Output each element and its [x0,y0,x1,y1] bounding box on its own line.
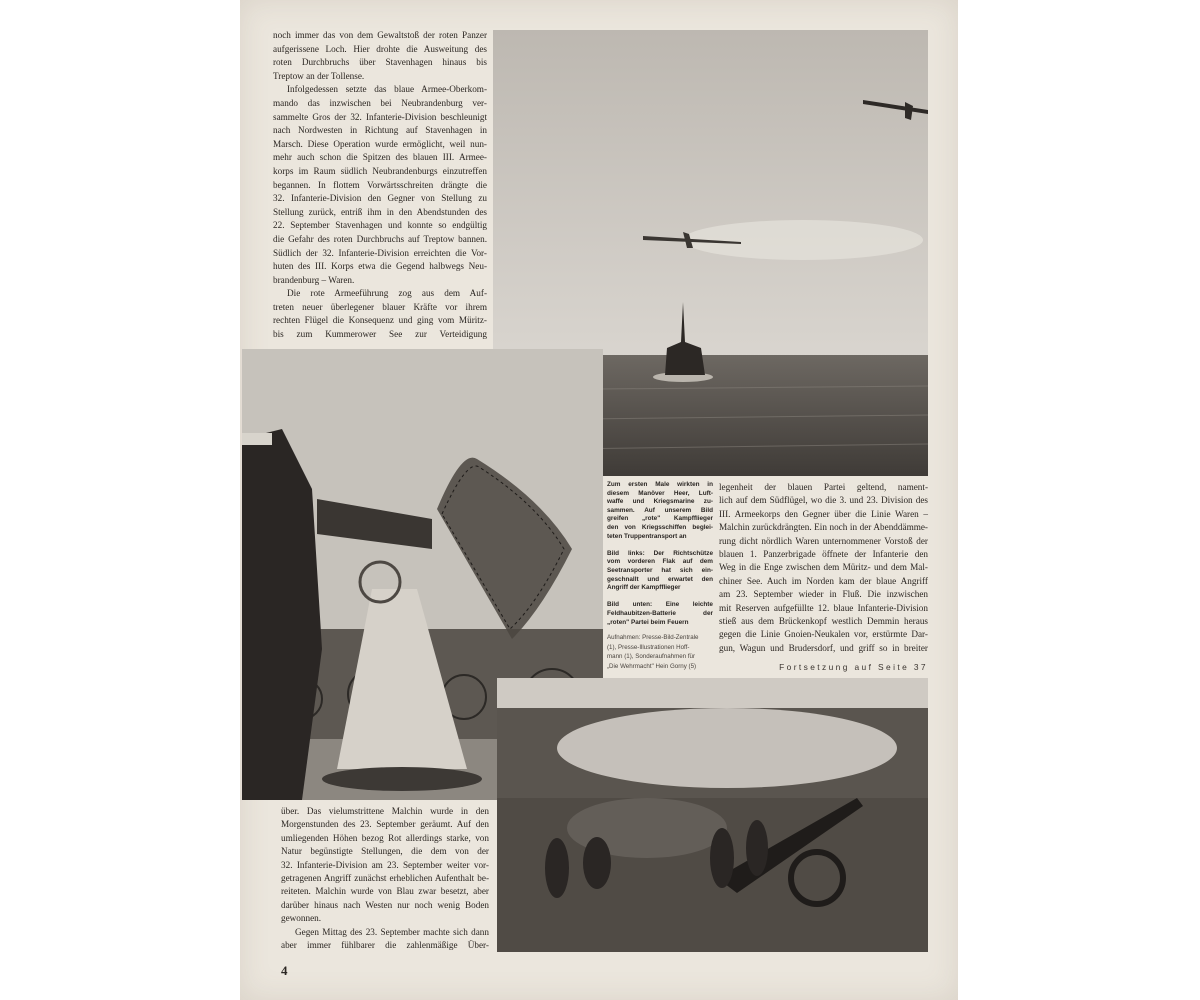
text-line: Morgenstunden des 23. September geräumt. Auf den [281,819,489,830]
text-line: 32. Infanterie-Division am 23. September weiter vor- [281,859,489,870]
continuation-note: Fortsetzung auf Seite 37 [779,662,928,672]
text-line: nach Nordwesten in Richtung auf Stavenhagen in [273,125,487,136]
text-line: noch immer das von dem Gewaltstoß der roten Panzer [273,30,487,40]
text-line: stieß aus dem Brückenkopf westlich Demmin heraus [719,615,928,626]
text-line: über. Das vielumstrittene Malchin wurde in den [281,806,489,816]
text-line: 22. September Stavenhagen und konnte so endgültig [273,220,487,231]
text-line: mit Reserven aufgefüllte 12. blaue Infanterie-Division [719,602,928,613]
caption-line: Feldhaubitzen-Batterie der [607,609,713,617]
photo-caption [607,481,713,671]
text-line: Die rote Armeeführung zog aus dem Auf- [287,288,487,299]
caption-line: sammen. Auf unserem Bild [607,506,713,514]
page-number: 4 [281,963,288,978]
text-line: Natur begünstigte Stellungen, die dem von der [281,846,489,857]
text-line: umliegenden Höhen bezog Rot allerdings starke, von [281,832,489,843]
caption-line: Bild unten: Eine leichte [607,601,713,609]
text-line: mando das inzwischen bei Neubrandenburg ver- [273,97,487,108]
caption-line: Seetransporter hat sich ein- [607,566,713,574]
text-line: Marsch. Diese Operation wurde ermöglicht, weil nun- [273,138,487,149]
text-line: lich auf dem Südflügel, wo die 3. und 23. Division des [719,495,928,506]
caption-line: waffe und Kriegsmarine zu- [607,498,713,506]
text-line: Gegen Mittag des 23. September machte sich dann [295,926,489,937]
text-column-bottom-left [281,805,489,952]
text-line: Südlich der 32. Infanterie-Division erreichten die Vor- [273,247,487,258]
text-line: rechten Flügel die Konsequenz und ging vom Müritz- [273,315,487,326]
text-line: Malchin zurückdrängten. Ein noch in der Abenddämme- [719,522,928,533]
text-line: rung dicht nördlich Waren unternommener Vorstoß der [719,535,928,546]
text-line: chiner See. Auch im Norden kam der blaue Angriff [719,575,928,586]
text-line: gun, Wagun und Brudersdorf, und griff so in breiter [719,642,928,653]
photo-credit-line: „Die Wehrmacht" Hein Gorny (5) [607,662,697,670]
text-line: mehr auch schon die Spitzen des blauen III. Armee- [273,152,487,163]
text-line: 32. Infanterie-Division den Gegner von Stellung zu [273,193,487,204]
caption-line: teten Truppentransport an [607,532,687,540]
photo-credit-line: Aufnahmen: Presse-Bild-Zentrale [607,634,699,642]
text-line: Infolgedessen setzte das blaue Armee-Oberkom- [287,84,487,95]
text-line: Treptow an der Tollense. [273,70,365,81]
text-line: Weg in die Enge zwischen dem Müritz- und dem Mal- [719,562,928,573]
text-column-top-left [273,29,487,342]
text-line: reiteten. Malchin wurde von Blau zwar besetzt, aber [281,886,489,897]
text-column-right [719,481,928,655]
text-line: die Gefahr des roten Durchbruchs auf Treptow bannen. [273,233,487,244]
text-line: getragenen Angriff zunächst erheblichen Aufenthalt be- [281,872,489,883]
text-line: gewonnen. [281,913,322,924]
text-line: bis zum Kummerower See zur Verteidigung [273,329,487,340]
text-line: am 23. September wieder in Fluß. Die inzwischen [719,589,928,600]
caption-line [607,593,713,602]
caption-line: Zum ersten Male wirkten in [607,481,713,488]
text-line: brandenburg – Waren. [273,274,355,285]
text-line: aber immer fühlbarer die zahlenmäßige Über- [281,939,489,950]
text-line: huten des III. Korps etwa die Gegend halbwegs Neu- [273,261,487,272]
caption-line: vom vorderen Flak auf dem [607,558,713,566]
text-line: legenheit der blauen Partei geltend, nament- [719,482,928,492]
text-line: treten neuer überlegener blauer Kräfte vor ihrem [273,301,487,312]
caption-line: geschnallt und erwartet den [607,575,713,583]
text-line: sammelte Gros der 32. Infanterie-Division beschleunigt [273,111,487,122]
text-line: Stellung zurück, entriß ihm in den Abendstunden des [273,206,487,217]
photo-credit-line: (1), Presse-Illustrationen Hoff- [607,643,690,651]
text-line: blauen 1. Panzerbrigade öffnete der Infanterie den [719,548,928,559]
caption-line: „roten" Partei beim Feuern [607,618,689,626]
text-line: korps im Raum südlich Neubrandenburgs einzutreffen [273,165,487,176]
text-line: darüber hinaus nach Westen nur noch wenig Boden [281,899,489,910]
text-line: gegen die Linie Gnoien-Neukalen vor, erstürmte Dar- [719,629,928,640]
caption-line: greifen „rote" Kampfflieger [607,515,713,523]
caption-line: Bild links: Der Richtschütze [607,549,713,557]
caption-line [607,541,713,550]
text-line: III. Armeekorps den Gegner über die Linie Waren – [719,508,928,519]
caption-line: den von Kriegsschiffen beglei- [607,523,713,531]
caption-line: diesem Manöver Heer, Luft- [607,489,713,497]
text-line: begannen. In flottem Vorwärtsschreiten drängte die [273,179,487,190]
photo-howitzer-battery [497,678,928,952]
text-line: roten Durchbruchs über Stavenhagen hinaus bis [273,57,487,68]
text-line: aufgerissene Loch. Hier drohte die Ausweitung des [273,43,487,54]
caption-line: Angriff der Kampfflieger [607,584,681,592]
photo-credit-line: mann (1), Sonderaufnahmen für [607,653,696,661]
